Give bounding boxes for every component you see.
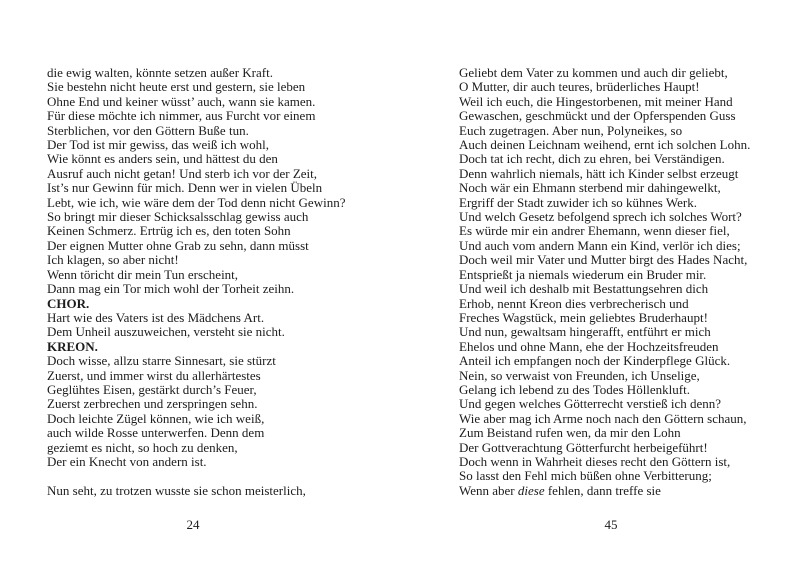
text-segment: Der eignen Mutter ohne Grab zu sehn, dann müsst xyxy=(47,237,309,253)
text-segment: Sterblichen, vor den Göttern Buße tun. xyxy=(47,122,249,138)
text-line xyxy=(459,253,750,267)
text-line xyxy=(47,152,345,166)
text-line xyxy=(47,80,345,94)
text-segment: Zum Beistand rufen wen, da mir den Lohn xyxy=(459,425,681,441)
text-segment: Ohne End und keiner wüsst’ auch, wann sie kamen. xyxy=(47,93,316,109)
text-segment: Der Tod ist mir gewiss, das weiß ich wohl, xyxy=(47,137,269,153)
text-segment: Doch tat ich recht, dich zu ehren, bei Verständigen. xyxy=(459,151,725,167)
text-line xyxy=(459,469,750,483)
text-line xyxy=(47,282,345,296)
text-segment: Erhob, nennt Kreon dies verbrecherisch und xyxy=(459,295,689,311)
text-line xyxy=(47,397,345,411)
text-line xyxy=(459,181,750,195)
text-segment: Hart wie des Vaters ist des Mädchens Art. xyxy=(47,309,265,325)
text-line xyxy=(459,325,750,339)
text-line xyxy=(459,152,750,166)
text-segment: Geglühtes Eisen, gestärkt durch’s Feuer, xyxy=(47,381,257,397)
text-segment: Sie bestehn nicht heute erst und gestern, sie leben xyxy=(47,79,306,95)
text-line xyxy=(47,412,345,426)
text-segment: Der ein Knecht von andern ist. xyxy=(47,453,207,469)
text-segment: geziemt es nicht, so hoch zu denken, xyxy=(47,439,238,455)
text-segment: Ehelos und ohne Mann, ehe der Hochzeitsfreuden xyxy=(459,338,719,354)
text-line xyxy=(47,253,345,267)
text-line xyxy=(459,66,750,80)
text-segment: Dann mag ein Tor mich wohl der Torheit zeihn. xyxy=(47,281,295,297)
text-line xyxy=(459,210,750,224)
text-segment: Geliebt dem Vater zu kommen und auch dir geliebt, xyxy=(459,65,728,80)
text-line xyxy=(459,311,750,325)
text-line xyxy=(47,469,345,483)
text-segment: fehlen, dann treffe sie xyxy=(544,482,661,498)
speaker-heading: KREON. xyxy=(47,338,98,354)
text-segment: Wenn aber xyxy=(459,482,518,498)
text-segment: Wie könnt es anders sein, und hättest du den xyxy=(47,151,278,167)
text-segment: Doch wenn in Wahrheit dieses recht den Göttern ist, xyxy=(459,453,731,469)
text-line xyxy=(459,282,750,296)
text-line xyxy=(47,109,345,123)
text-line xyxy=(47,340,345,354)
text-line xyxy=(47,297,345,311)
text-segment: Lebt, wie ich, wie wäre dem der Tod denn nicht Gewinn? xyxy=(47,194,346,210)
text-segment: Zuerst, und immer wirst du allerhärtestes xyxy=(47,367,261,383)
text-segment: die ewig walten, könnte setzen außer Kraft. xyxy=(47,65,273,80)
text-line xyxy=(47,224,345,238)
text-segment: Wie aber mag ich Arme noch nach den Göttern schaun, xyxy=(459,410,747,426)
left-page-text xyxy=(47,66,345,498)
text-line xyxy=(459,268,750,282)
text-segment: diese xyxy=(517,482,545,498)
text-line xyxy=(459,95,750,109)
text-segment: Ist’s nur Gewinn für mich. Denn wer in vielen Übeln xyxy=(47,180,323,196)
text-line xyxy=(459,455,750,469)
text-line xyxy=(459,354,750,368)
text-segment: Der Gottverachtung Götterfurcht herbeigeführt! xyxy=(459,439,708,455)
text-line xyxy=(47,484,345,498)
text-segment: O Mutter, dir auch teures, brüderliches Haupt! xyxy=(459,79,700,95)
text-line xyxy=(47,311,345,325)
text-segment: Freches Wagstück, mein geliebtes Bruderhaupt! xyxy=(459,309,708,325)
text-line xyxy=(459,383,750,397)
text-line xyxy=(459,484,750,498)
text-segment: auch wilde Rosse unterwerfen. Denn dem xyxy=(47,425,265,441)
text-segment: Es würde mir ein andrer Ehemann, wenn dieser fiel, xyxy=(459,223,730,239)
text-line xyxy=(47,354,345,368)
text-segment: Und auch vom andern Mann ein Kind, verlör ich dies; xyxy=(459,237,741,253)
text-segment: Ich klagen, so aber nicht! xyxy=(47,252,179,268)
text-line xyxy=(47,383,345,397)
text-segment: Ausruf auch nicht getan! Und sterb ich vor der Zeit, xyxy=(47,165,318,181)
text-line xyxy=(459,80,750,94)
left-page-number: 24 xyxy=(186,517,200,532)
text-line xyxy=(459,412,750,426)
text-segment: Nun seht, zu trotzen wusste sie schon meisterlich, xyxy=(47,482,306,498)
text-segment: Und welch Gesetz befolgend sprech ich solches Wort? xyxy=(459,209,742,225)
text-segment: So lasst den Fehl mich büßen ohne Verbitterung; xyxy=(459,468,712,484)
speaker-heading: CHOR. xyxy=(47,295,90,311)
text-line xyxy=(459,124,750,138)
text-segment: Denn wahrlich niemals, hätt ich Kinder selbst erzeugt xyxy=(459,165,739,181)
text-segment: Wenn töricht dir mein Tun erscheint, xyxy=(47,266,239,282)
text-line xyxy=(47,167,345,181)
text-line xyxy=(459,397,750,411)
text-line xyxy=(47,426,345,440)
text-line xyxy=(47,239,345,253)
text-line xyxy=(459,297,750,311)
text-segment: Zuerst zerbrechen und zerspringen sehn. xyxy=(47,396,258,412)
text-segment: Doch wisse, allzu starre Sinnesart, sie stürzt xyxy=(47,353,276,369)
text-line xyxy=(47,325,345,339)
text-segment: Und nun, gewaltsam hingerafft, entführt er mich xyxy=(459,324,711,340)
text-segment: Gelang ich lebend zu des Todes Höllenkluft. xyxy=(459,381,690,397)
text-segment: Ergriff der Stadt zuwider ich so kühnes Werk. xyxy=(459,194,697,210)
text-line xyxy=(47,210,345,224)
text-line xyxy=(47,455,345,469)
text-line xyxy=(47,196,345,210)
text-line xyxy=(47,181,345,195)
text-line xyxy=(47,138,345,152)
text-segment: Dem Unheil auszuweichen, versteht sie nicht. xyxy=(47,324,285,340)
text-segment: Anteil ich empfangen noch der Kinderpflege Glück. xyxy=(459,353,731,369)
text-line xyxy=(459,340,750,354)
text-line xyxy=(47,441,345,455)
text-line xyxy=(47,124,345,138)
text-line xyxy=(47,369,345,383)
right-page-number: 45 xyxy=(604,517,618,532)
text-segment: Und weil ich deshalb mit Bestattungsehren dich xyxy=(459,281,709,297)
text-line xyxy=(459,167,750,181)
text-segment: Weil ich euch, die Hingestorbenen, mit meiner Hand xyxy=(459,93,733,109)
text-segment: Gewaschen, geschmückt und der Opferspenden Guss xyxy=(459,108,736,124)
text-line xyxy=(459,369,750,383)
text-line xyxy=(459,224,750,238)
text-line xyxy=(459,426,750,440)
text-line xyxy=(459,196,750,210)
text-segment: Doch weil mir Vater und Mutter birgt des Hades Nacht, xyxy=(459,252,748,268)
text-segment: Nein, so verwaist von Freunden, ich Unselige, xyxy=(459,367,700,383)
text-segment: Keinen Schmerz. Ertrüg ich es, den toten Sohn xyxy=(47,223,291,239)
text-segment: Noch wär ein Ehmann sterbend mir dahingewelkt, xyxy=(459,180,721,196)
text-segment: Doch leichte Zügel können, wie ich weiß, xyxy=(47,410,265,426)
text-segment: Euch zugetragen. Aber nun, Polyneikes, so xyxy=(459,122,683,138)
text-segment: Entsprießt ja niemals wiederum ein Bruder mir. xyxy=(459,266,707,282)
right-page-text xyxy=(459,66,750,498)
text-line xyxy=(47,268,345,282)
text-line xyxy=(47,66,345,80)
text-line xyxy=(47,95,345,109)
text-segment: So bringt mir dieser Schicksalsschlag gewiss auch xyxy=(47,209,309,225)
text-segment xyxy=(47,468,50,483)
text-segment: Und gegen welches Götterrecht verstieß ich denn? xyxy=(459,396,722,412)
text-line xyxy=(459,138,750,152)
text-segment: Für diese möchte ich nimmer, aus Furcht vor einem xyxy=(47,108,316,124)
text-line xyxy=(459,239,750,253)
text-line xyxy=(459,441,750,455)
text-segment: Auch deinen Leichnam weihend, ernt ich solchen Lohn. xyxy=(459,137,751,153)
text-line xyxy=(459,109,750,123)
